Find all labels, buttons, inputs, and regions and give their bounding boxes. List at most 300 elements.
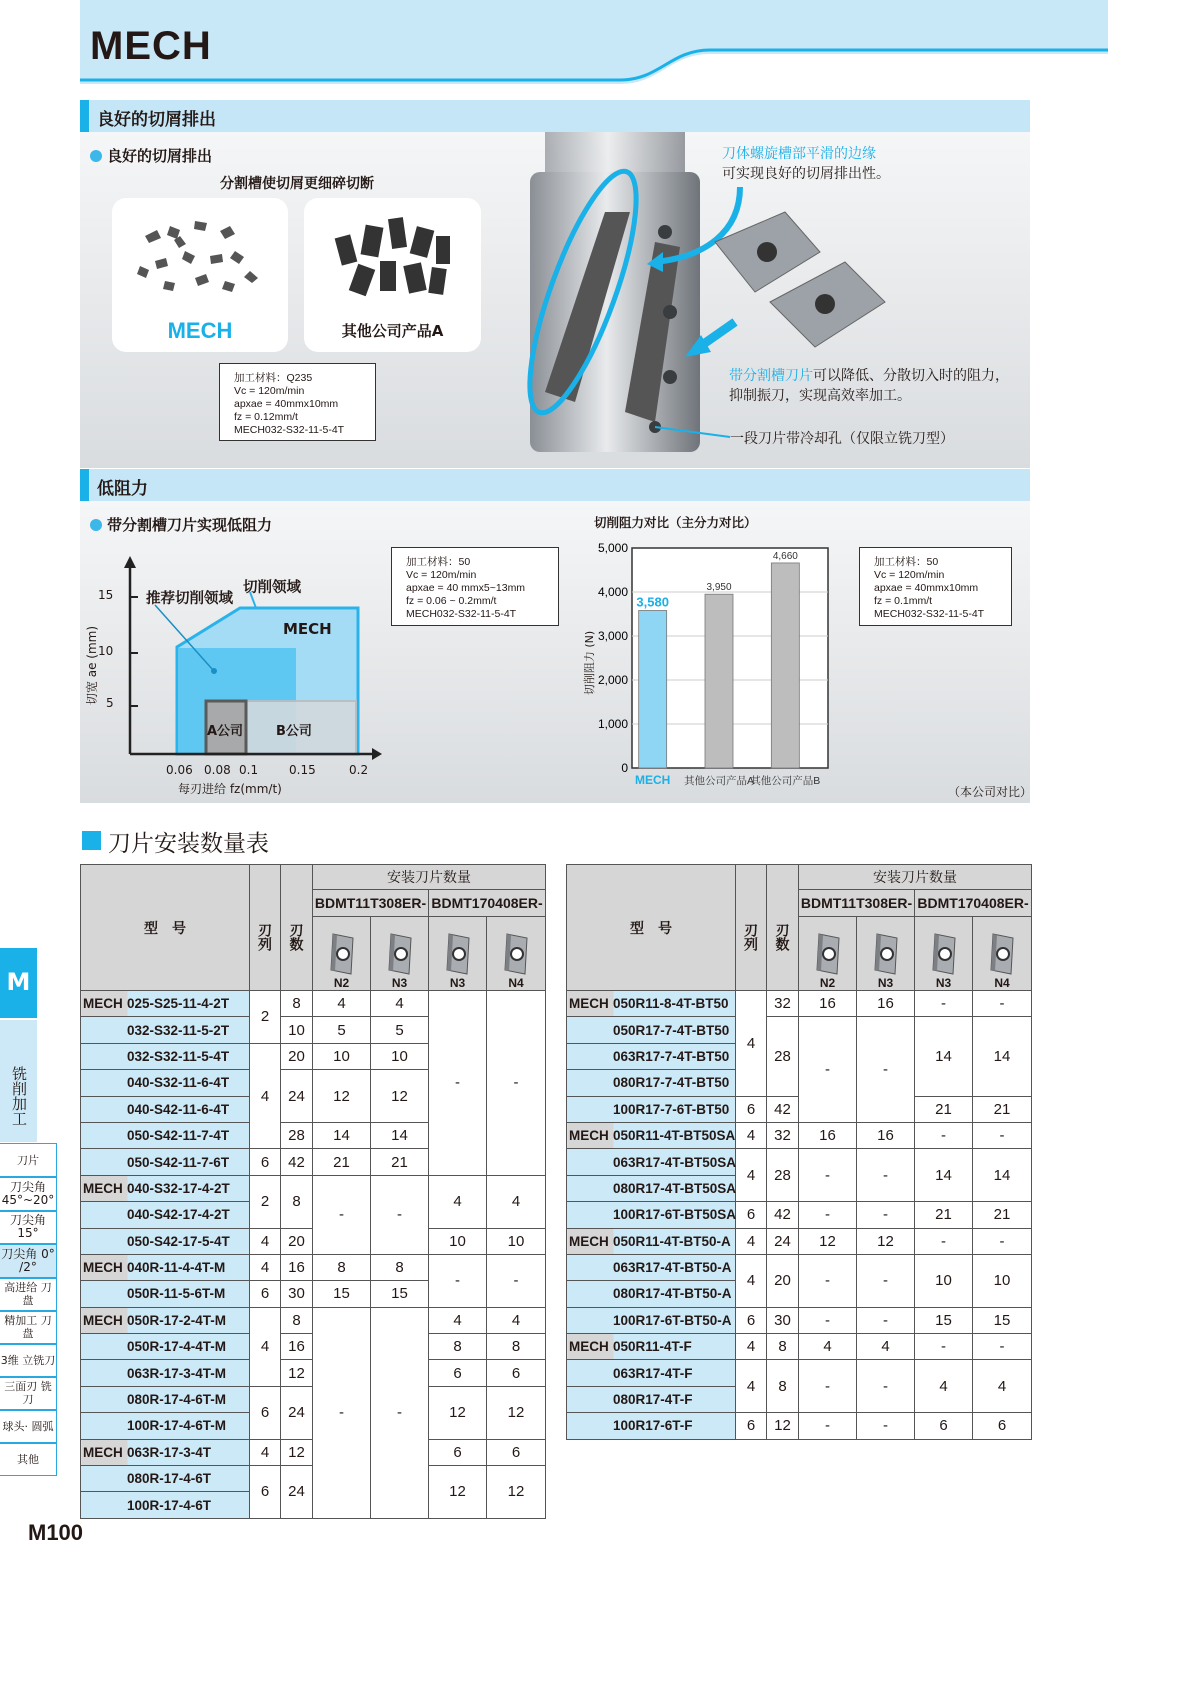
table-row [567,1307,1032,1333]
table-cell: 12 [371,1070,429,1123]
model-cell [81,1466,250,1492]
condition-line: Vc = 120m/min [874,569,945,581]
table-cell: 5 [371,1017,429,1043]
side-index-item[interactable]: 刀片 [0,1143,57,1177]
col-grade [487,917,546,991]
model-number: 050R17-7-4T-BT50 [613,1022,730,1038]
table-cell: 6 [250,1281,281,1307]
table-cell: - [371,1307,429,1518]
model-number: 050R11-4T-BT50-A [613,1233,731,1249]
table-cell: 12 [281,1360,313,1386]
table-cell: 4 [799,1334,857,1360]
cutting-force-bar-chart [580,535,840,795]
model-cell [81,1043,250,1069]
grade-label: N3 [935,976,952,990]
table-cell: 20 [281,1228,313,1254]
model-prefix: MECH [83,1180,123,1196]
y-tick-label: 4,000 [597,585,628,599]
header-banner [80,0,1108,84]
table-cell: 4 [250,1228,281,1254]
y-tick-label: 3,000 [597,629,628,643]
model-number: 040-S32-11-6-4T [127,1075,230,1091]
callout-insert [729,365,1009,385]
page-number: M100 [28,1520,84,1545]
table-cell: 12 [487,1466,546,1519]
bullet-heading: 良好的切屑排出 [90,145,212,166]
model-cell [567,1175,736,1201]
col-insert-bdmt11: BDMT11T308ER- [799,890,915,917]
x-axis-arrow [372,748,382,760]
table-row [81,1307,546,1333]
model-number: 080R-17-4-6T [127,1471,212,1487]
side-index-item[interactable]: 刀尖角 0° /2° [0,1244,57,1278]
y-tick-label: 0 [621,761,628,775]
table-cell: 2 [250,991,281,1044]
table-cell: - [799,1149,857,1202]
table-cell: 4 [736,991,767,1097]
model-cell [567,1360,736,1386]
col-grade [973,917,1032,991]
table-cell: 42 [767,1202,799,1228]
insert-icon [871,932,901,976]
table-cell: 32 [767,1122,799,1148]
table-cell: - [429,1254,487,1307]
model-cell [567,1281,736,1307]
xtick: 0.08 [204,763,231,777]
table-cell: - [799,1254,857,1307]
chart-y-label: 切削阻力 (N) [583,630,597,696]
model-number: 063R17-4T-BT50-A [613,1260,732,1276]
table-cell: 4 [736,1334,767,1360]
col-insert-bdmt17: BDMT170408ER- [429,890,546,917]
competitor-chip-card [304,198,481,352]
mech-chip-card [112,198,288,352]
table-row [567,1228,1032,1254]
grade-label: N3 [391,976,408,990]
table-cell: 16 [281,1254,313,1280]
condition-line: apxae = 40mmx10mm [874,582,979,594]
table-cell: 14 [973,1149,1032,1202]
side-index-item[interactable]: 精加工 刀盘 [0,1311,57,1344]
col-insert-qty: 安装刀片数量 [799,865,1032,890]
xtick: 0.06 [166,763,193,777]
table-cell: - [857,1017,915,1123]
table-cell: 24 [767,1228,799,1254]
model-cell [81,1281,250,1307]
table-cell: 12 [429,1386,487,1439]
model-number: 080R17-4T-BT50SA [613,1180,737,1196]
table-cell: 14 [915,1017,973,1096]
table-cell: - [857,1202,915,1228]
ytick: 15 [98,588,114,602]
table-cell: - [915,991,973,1017]
table-cell: 8 [371,1254,429,1280]
model-cell [567,1386,736,1412]
table-cell: - [973,1334,1032,1360]
test-conditions-chips [219,363,376,441]
table-cell: 28 [767,1017,799,1096]
table-cell: 8 [313,1254,371,1280]
table-cell: 42 [767,1096,799,1122]
competitor-chips-image [318,206,468,306]
grade-label: N3 [449,976,466,990]
grade-label: N2 [333,976,350,990]
model-number: 063R-17-3-4T-M [127,1365,227,1381]
model-cell [81,991,250,1017]
table-cell: 12 [767,1413,799,1439]
condition-line: Vc = 120m/min [406,569,477,581]
ytick: 5 [106,696,114,710]
condition-line: MECH032-S32-11-5-4T [406,608,517,620]
table-cell: 16 [281,1334,313,1360]
model-cell [81,1202,250,1228]
callout-flute-title: 刀体螺旋槽部平滑的边缘 [722,146,876,162]
table-cell: 14 [313,1122,371,1148]
table-cell: 12 [281,1439,313,1465]
bar-value-label: 3,580 [636,594,669,610]
table-cell: - [313,1307,371,1518]
xtick: 0.1 [239,763,259,777]
model-number: 032-S32-11-5-2T [127,1022,230,1038]
chart-title: 切削阻力对比（主分力对比） [594,515,757,530]
test-conditions-region [391,547,559,626]
table-cell: 30 [767,1307,799,1333]
table-row [81,991,546,1017]
model-number: 040R-11-4-4T-M [127,1260,226,1276]
table-cell: - [799,1360,857,1413]
condition-line: apxae = 40mmx10mm [234,398,339,410]
model-cell [81,1017,250,1043]
table-cell: 21 [973,1096,1032,1122]
y-tick-label: 5,000 [597,541,628,555]
table-cell: 4 [736,1149,767,1202]
grade-label: N4 [994,976,1010,990]
table-cell: - [487,991,546,1176]
model-number: 032-S32-11-5-4T [127,1048,230,1064]
table-cell: 5 [313,1017,371,1043]
condition-line: fz = 0.06 ~ 0.2mm/t [406,595,497,607]
side-tab-m[interactable]: M [0,948,37,1018]
table-cell: 21 [915,1202,973,1228]
table-cell: 15 [371,1281,429,1307]
insert-icon [327,932,357,976]
model-cell [81,1413,250,1439]
category-label: MECH [634,773,671,787]
ytick: 10 [98,644,114,658]
insert-icon [443,932,473,976]
model-number: 050R11-8-4T-BT50 [613,996,729,1012]
table-cell: 24 [281,1070,313,1123]
table-row [567,1254,1032,1280]
table-cell: 8 [281,1175,313,1228]
model-prefix: MECH [569,1339,609,1355]
table-cell: 8 [767,1360,799,1413]
table-cell: 32 [767,991,799,1017]
col-model: 型 号 [81,865,250,991]
table-cell: 6 [736,1307,767,1333]
table-cell: 16 [857,991,915,1017]
model-cell [567,1122,736,1148]
model-cell [567,1334,736,1360]
table-cell: - [799,1307,857,1333]
table-cell: 24 [281,1466,313,1519]
table-cell: 21 [371,1149,429,1175]
competitor-label: 其他公司产品A [341,322,444,340]
table-cell: 8 [767,1334,799,1360]
bar-3 [771,563,799,768]
y-axis-label: 切宽 ae (mm) [85,625,100,706]
table-cell: 10 [281,1017,313,1043]
table-cell: 2 [250,1175,281,1228]
table-cell: 6 [973,1413,1032,1439]
callout-insert-text: 可以降低、分散切入时的阻力， [813,368,1009,384]
table-cell: 30 [281,1281,313,1307]
insert-icon [813,932,843,976]
table-cell: 6 [736,1096,767,1122]
insert-quantity-table-left [80,864,546,1519]
model-number: 050-S42-17-5-4T [127,1233,230,1249]
model-cell [567,1017,736,1043]
col-grade [429,917,487,991]
model-number: 080R17-7-4T-BT50 [613,1075,730,1091]
model-cell [81,1175,250,1201]
table-cell: - [429,991,487,1176]
table-cell: 20 [281,1043,313,1069]
model-number: 100R17-6T-BT50-A [613,1312,732,1328]
table-cell: 10 [313,1043,371,1069]
y-tick-label: 2,000 [597,673,628,687]
model-prefix: MECH [83,1444,123,1460]
model-cell [567,1070,736,1096]
table-cell: 8 [281,991,313,1017]
table-cell: 4 [736,1228,767,1254]
condition-line: Vc = 120m/min [234,385,305,397]
bullet-heading-2: 带分割槽刀片实现低阻力 [90,514,272,535]
table-cell: 16 [799,991,857,1017]
table-cell: - [915,1334,973,1360]
table-cell: 6 [429,1360,487,1386]
model-number: 040-S42-17-4-2T [127,1207,230,1223]
insert-images [715,212,885,347]
table-cell: 8 [487,1334,546,1360]
model-prefix: MECH [569,1233,609,1249]
table-cell: - [799,1413,857,1439]
table-cell: 4 [250,1254,281,1280]
table-cell: 28 [767,1149,799,1202]
table-cell: 6 [429,1439,487,1465]
table-cell: - [915,1122,973,1148]
callout-insert-text-2: 抑制振刀，实现高效率加工。 [729,388,911,404]
cutting-region-label: 切削领域 [243,580,301,596]
table-cell: 4 [736,1360,767,1413]
model-number: 080R17-4T-BT50-A [613,1286,732,1302]
model-number: 063R17-4T-BT50SA [613,1154,737,1170]
model-cell [81,1492,250,1518]
model-number: 025-S25-11-4-2T [127,996,230,1012]
table-cell: 4 [371,991,429,1017]
condition-line: MECH032-S32-11-5-4T [874,608,985,620]
mech-region-label: MECH [283,620,332,638]
model-number: 063R-17-3-4T [127,1444,212,1460]
model-cell [81,1386,250,1412]
section-band-low-resistance: 低阻力 [80,469,1030,501]
side-index-item[interactable]: 高进给 刀盘 [0,1278,57,1311]
table-cell: 10 [915,1254,973,1307]
table-row [567,1334,1032,1360]
table-cell: - [313,1175,371,1254]
table-cell: 12 [487,1386,546,1439]
model-number: 080R17-4T-F [613,1392,693,1408]
callout-coolant: 一段刀片带冷却孔（仅限立铣刀型） [730,431,954,447]
table-row [567,1122,1032,1148]
model-prefix: MECH [83,996,123,1012]
insert-icon [987,932,1017,976]
table-cell: 4 [250,1307,281,1386]
table-cell: 4 [915,1360,973,1413]
col-teeth: 刃数 [767,865,799,991]
side-index-item[interactable]: 球头· 圆弧 [0,1410,57,1443]
model-number: 050R11-4T-F [613,1339,692,1355]
model-number: 050-S42-11-7-6T [127,1154,230,1170]
table-cell: 12 [799,1228,857,1254]
table-cell: - [371,1175,429,1254]
model-cell [81,1070,250,1096]
model-number: 100R17-7-6T-BT50 [613,1101,730,1117]
callout-flute-text: 可实现良好的切屑排出性。 [722,166,890,182]
model-prefix: MECH [569,1128,609,1144]
model-number: 050R-11-5-6T-M [127,1286,226,1302]
bar-value-label: 4,660 [772,550,798,562]
model-number: 063R17-4T-F [613,1365,693,1381]
model-number: 100R-17-4-6T [127,1497,212,1513]
col-grade [857,917,915,991]
test-conditions-force [859,547,1012,626]
table-row [567,1413,1032,1439]
table-cell: 6 [915,1413,973,1439]
table-cell: 12 [429,1466,487,1519]
col-model: 型 号 [567,865,736,991]
xtick: 0.15 [289,763,316,777]
table-cell: 4 [736,1254,767,1307]
table-cell: 6 [736,1413,767,1439]
model-number: 100R17-6T-F [613,1418,693,1434]
model-cell [81,1254,250,1280]
table-cell: 6 [736,1202,767,1228]
table-cell: 4 [250,1439,281,1465]
model-number: 050R-17-4-4T-M [127,1339,227,1355]
model-cell [567,991,736,1017]
col-grade [371,917,429,991]
table-cell: 4 [736,1122,767,1148]
table-cell: 8 [281,1307,313,1333]
table-cell: - [973,1122,1032,1148]
table-cell: 6 [487,1439,546,1465]
side-index-item[interactable]: 刀尖角 45°~20° [0,1177,57,1211]
model-cell [81,1360,250,1386]
model-cell [81,1122,250,1148]
grade-label: N3 [877,976,894,990]
bar-2 [705,594,733,768]
col-rows: 刃列 [736,865,767,991]
mech-chips-image [125,206,275,306]
side-index-item[interactable]: 其他 [0,1443,57,1476]
model-cell [567,1307,736,1333]
model-cell [81,1334,250,1360]
side-index-item[interactable]: 三面刃 铣刀 [0,1377,57,1410]
col-insert-bdmt11: BDMT11T308ER- [313,890,429,917]
comparison-note: （本公司对比） [948,785,1033,799]
table-row [567,991,1032,1017]
model-cell [81,1439,250,1465]
table-row [567,1202,1032,1228]
table-cell: 42 [281,1149,313,1175]
table-row [567,1360,1032,1386]
col-grade [313,917,371,991]
title-square-icon [82,831,101,850]
table-cell: - [799,1017,857,1123]
table-cell: 16 [799,1122,857,1148]
insert-icon [929,932,959,976]
model-cell [81,1149,250,1175]
model-number: 100R17-6T-BT50SA [613,1207,737,1223]
table-row [81,1175,546,1201]
model-cell [81,1228,250,1254]
col-grade [915,917,973,991]
table-row [567,1017,1032,1043]
bar-value-label: 3,950 [706,582,732,594]
table-cell: 10 [371,1043,429,1069]
col-insert-bdmt17: BDMT170408ER- [915,890,1032,917]
side-index-item[interactable]: 刀尖角 15° [0,1211,57,1245]
table-cell: 14 [371,1122,429,1148]
mech-label: MECH [167,318,233,343]
table-row [567,1149,1032,1175]
insert-icon [501,932,531,976]
table-cell: 28 [281,1122,313,1148]
table-cell: 6 [250,1386,281,1439]
table-title: 刀片安装数量表 [108,831,269,857]
model-number: 050R11-4T-BT50SA [613,1128,736,1144]
model-cell [81,1307,250,1333]
table-cell: 16 [857,1122,915,1148]
company-b-label: B公司 [276,724,312,739]
model-cell [567,1149,736,1175]
model-prefix: MECH [83,1260,123,1276]
table-cell: 24 [281,1386,313,1439]
model-cell [567,1043,736,1069]
table-cell: 12 [857,1228,915,1254]
side-index-item[interactable]: 3维 立铣刀 [0,1344,57,1377]
page-title: MECH [90,24,212,68]
model-cell [81,1096,250,1122]
table-cell: - [973,991,1032,1017]
section-band-chip-evacuation: 良好的切屑排出 [80,100,1030,132]
table-cell: 4 [250,1043,281,1149]
y-axis-arrow [124,556,136,568]
condition-line: apxae = 40 mmx5~13mm [406,582,526,594]
table-cell: 14 [973,1017,1032,1096]
table-cell: - [857,1413,915,1439]
model-number: 063R17-7-4T-BT50 [613,1048,730,1064]
table-cell: - [487,1254,546,1307]
model-cell [567,1228,736,1254]
table-cell: 4 [313,991,371,1017]
model-number: 050R-17-2-4T-M [127,1312,227,1328]
condition-line: fz = 0.12mm/t [234,411,298,423]
table-cell: 10 [429,1228,487,1254]
model-cell [567,1254,736,1280]
table-cell: - [857,1254,915,1307]
